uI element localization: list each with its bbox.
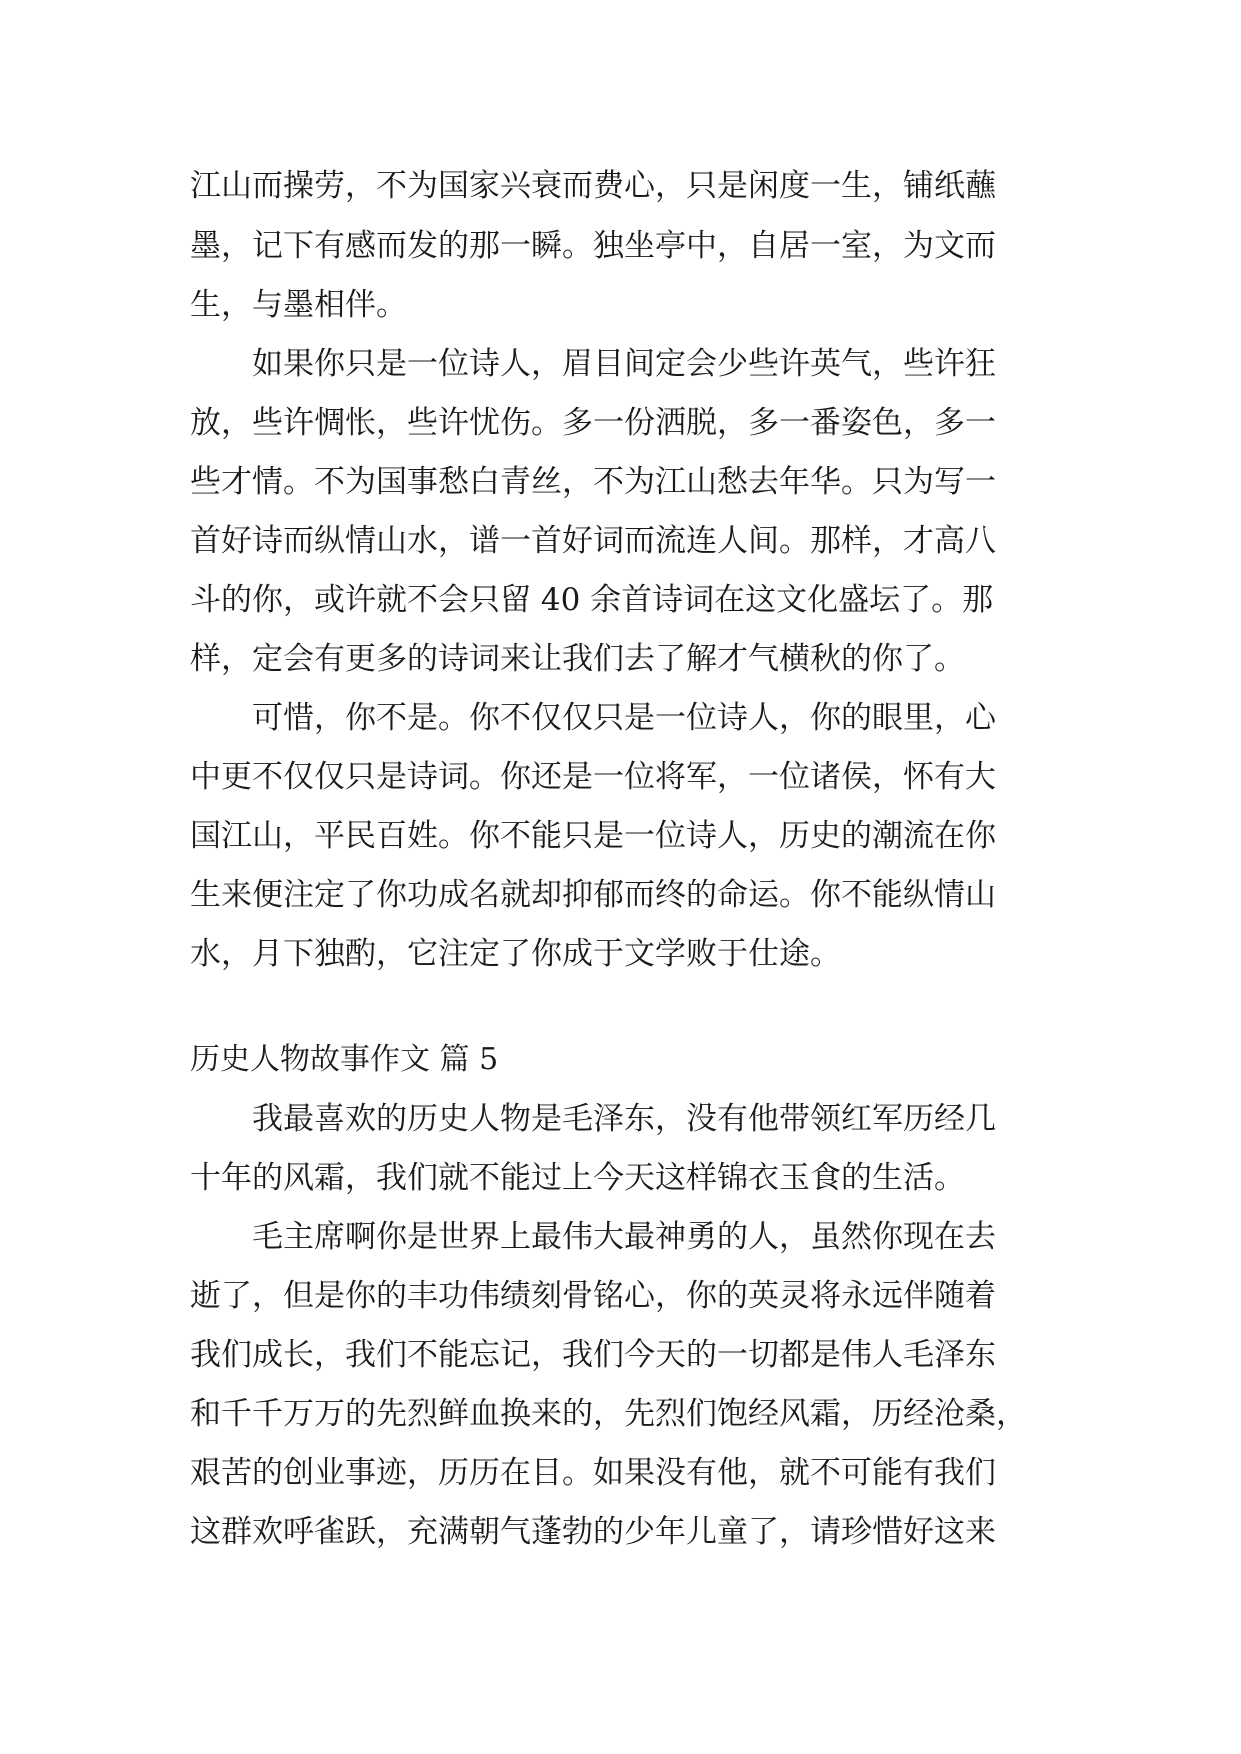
text-line: 如果你只是一位诗人，眉目间定会少些许英气，些许狂: [252, 346, 996, 382]
text-line: 毛主席啊你是世界上最伟大最神勇的人，虽然你现在去: [252, 1219, 996, 1255]
text-line: 生来便注定了你功成名就却抑郁而终的命运。你不能纵情山: [190, 877, 996, 913]
text-line: 江山而操劳，不为国家兴衰而费心，只是闲度一生，铺纸蘸: [190, 168, 996, 204]
text-line: 可惜，你不是。你不仅仅只是一位诗人，你的眼里，心: [252, 700, 996, 736]
text-line: 我们成长，我们不能忘记，我们今天的一切都是伟人毛泽东: [190, 1337, 996, 1373]
text-line: 国江山，平民百姓。你不能只是一位诗人，历史的潮流在你: [190, 818, 996, 854]
text-line: 十年的风霜，我们就不能过上今天这样锦衣玉食的生活。: [190, 1160, 965, 1196]
text-line: 这群欢呼雀跃，充满朝气蓬勃的少年儿童了，请珍惜好这来: [190, 1514, 996, 1550]
text-line: 首好诗而纵情山水，谱一首好词而流连人间。那样，才高八: [190, 523, 996, 559]
text-line: 样，定会有更多的诗词来让我们去了解才气横秋的你了。: [190, 641, 965, 677]
text-line: 水，月下独酌，它注定了你成于文学败于仕途。: [190, 936, 841, 972]
text-line: 和千千万万的先烈鲜血换来的，先烈们饱经风霜，历经沧桑，: [190, 1396, 1027, 1432]
text-line: 艰苦的创业事迹，历历在目。如果没有他，就不可能有我们: [190, 1455, 996, 1491]
text-line: 些才情。不为国事愁白青丝，不为江山愁去年华。只为写一: [190, 464, 996, 500]
text-line: 斗的你，或许就不会只留 40 余首诗词在这文化盛坛了。那: [190, 582, 994, 618]
text-line: 放，些许惆怅，些许忧伤。多一份洒脱，多一番姿色，多一: [190, 405, 996, 441]
text-line: 生，与墨相伴。: [190, 287, 407, 323]
text-line: 墨，记下有感而发的那一瞬。独坐亭中，自居一室，为文而: [190, 228, 996, 264]
text-line: 我最喜欢的历史人物是毛泽东，没有他带领红军历经几: [252, 1101, 996, 1137]
section-heading: 历史人物故事作文 篇 5: [190, 1042, 499, 1077]
text-line: 中更不仅仅只是诗词。你还是一位将军，一位诸侯，怀有大: [190, 759, 996, 795]
text-line: 逝了，但是你的丰功伟绩刻骨铭心，你的英灵将永远伴随着: [190, 1278, 996, 1314]
